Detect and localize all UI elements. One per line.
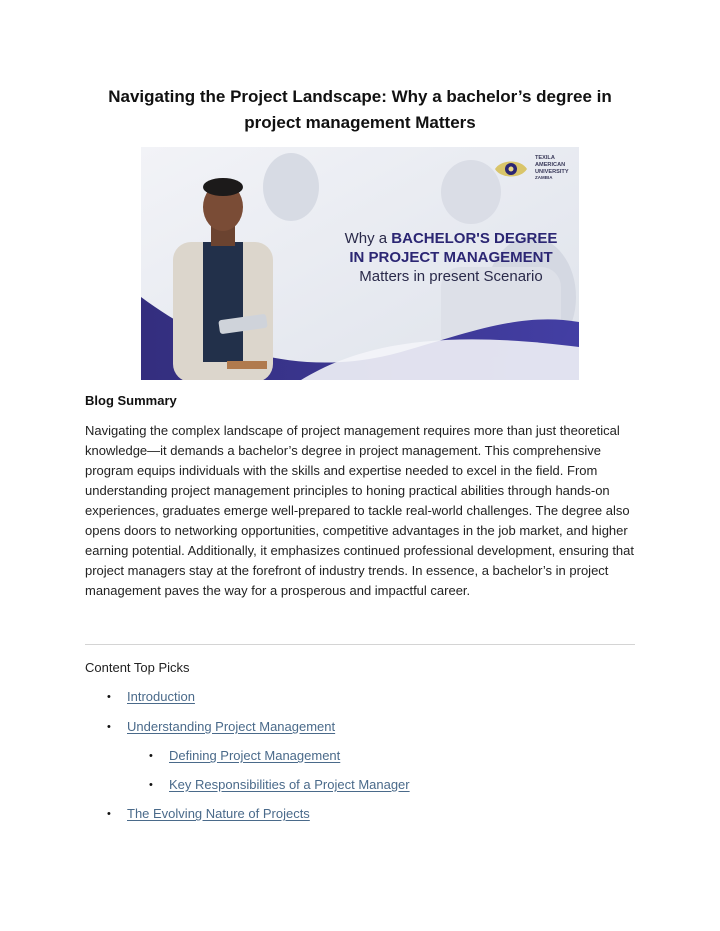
toc-subitem <box>149 748 341 764</box>
logo-line-2: AMERICAN <box>535 161 566 168</box>
university-emblem-icon <box>493 157 529 181</box>
logo-line-3: UNIVERSITY <box>535 168 569 175</box>
toc-item <box>107 806 310 822</box>
section-divider <box>85 644 635 645</box>
hero-line3: Matters in present Scenario <box>359 268 543 285</box>
hero-line1-bold: BACHELOR'S DEGREE <box>391 230 558 247</box>
toc-link-introduction[interactable]: Introduction <box>127 689 195 704</box>
bullet-icon: • <box>107 808 111 820</box>
hero-banner-image <box>141 147 579 380</box>
bullet-icon: • <box>107 721 111 733</box>
hero-line2: IN PROJECT MANAGEMENT <box>349 249 553 266</box>
university-logo-text <box>535 155 579 182</box>
summary-paragraph: Navigating the complex landscape of project management requires more than just theoretical knowledge—it demands a bachelor’s degree in project management. This comprehensive program equips individuals with the skills and expertise needed to excel in the field. From understanding project management principles to honing practical abilities through hands-on experiences, graduates emerge well-prepared to tackle real-world challenges. The degree also opens doors to networking opportunities, competitive advantages in the job market, and higher earning potential. Additionally, it emphasizes continued professional development, ensuring that project managers stay at the forefront of industry trends. In essence, a bachelor’s in project management paves the way for a prosperous and impactful career. <box>85 423 634 598</box>
toc-item <box>107 719 336 735</box>
page-title-line-2: project management Matters <box>244 113 476 132</box>
bullet-icon: • <box>149 779 153 791</box>
logo-line-4: ZAMBIA <box>535 175 553 181</box>
toc-link-defining-project-management[interactable]: Defining Project Management <box>169 748 341 763</box>
page-title <box>80 84 640 136</box>
hero-line1-prefix: Why a <box>344 230 392 247</box>
bullet-icon: • <box>107 691 111 703</box>
hero-headline <box>331 229 571 286</box>
logo-line-1: TEXILA <box>535 155 555 161</box>
toc-item <box>107 689 195 705</box>
toc-link-key-responsibilities[interactable]: Key Responsibilities of a Project Manager <box>169 777 410 792</box>
bullet-icon: • <box>149 750 153 762</box>
toc-link-evolving-nature-of-projects[interactable]: The Evolving Nature of Projects <box>127 806 310 821</box>
toc-heading: Content Top Picks <box>85 660 190 675</box>
toc-subitem <box>149 777 410 793</box>
toc-link-understanding-project-management[interactable]: Understanding Project Management <box>127 719 336 734</box>
page-title-line-1: Navigating the Project Landscape: Why a bachelor’s degree in <box>108 87 612 106</box>
summary-heading: Blog Summary <box>85 393 177 408</box>
